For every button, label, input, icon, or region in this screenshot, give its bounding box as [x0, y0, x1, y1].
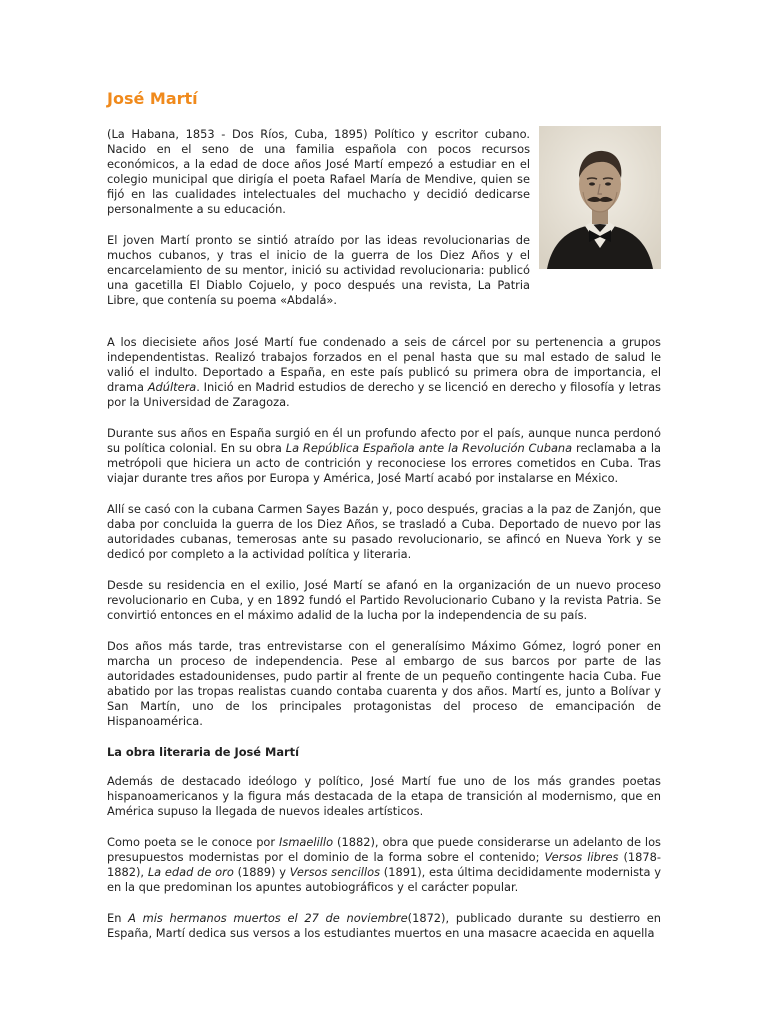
paragraph-poetry: Como poeta se le conoce por Ismaelillo (1882), obra que puede considerarse un adelanto de los presupuestos modernistas por el dominio de la forma sobre el contenido; Versos libres (1878-1882), La edad de oro (1889) y Versos sencillos (1891), esta última decididamente modernista y en la que predominan los apuntes autobiográficos y el carácter popular. — [107, 835, 661, 894]
work-title: A mis hermanos muertos el 27 de noviembre — [128, 911, 408, 925]
paragraph-independence: Dos años más tarde, tras entrevistarse con el generalísimo Máximo Gómez, logró poner en marcha un proceso de independencia. Pese al embargo de sus barcos por parte de las autoridades estadounidenses, pudo partir al frente de un pequeño contingente hacia Cuba. Fue abatido por las tropas realistas cuando contaba cuarenta y dos años. Martí es, junto a Bolívar y San Martín, uno de los principales protagonistas del proceso de emancipación de Hispanoamérica. — [107, 639, 661, 728]
paragraph-marriage: Allí se casó con la cubana Carmen Sayes Bazán y, poco después, gracias a la paz de Zanjón, que daba por concluida la guerra de los Diez Años, se trasladó a Cuba. Deportado de nuevo por las autoridades cubanas, temerosas ante su pasado revolucionario, se afincó en Nueva York y se dedicó por completo a la actividad política y literaria. — [107, 502, 661, 561]
work-title: Versos sencillos — [289, 865, 380, 879]
paragraph-prison: A los diecisiete años José Martí fue condenado a seis de cárcel por su pertenencia a grupos independentistas. Realizó trabajos forzados en el penal hasta que su mal estado de salud le valió el indulto. Deportado a España, en este país publicó su primera obra de importancia, el drama Adúltera. Inició en Madrid estudios de derecho y se licenció en derecho y filosofía y letras por la Universidad de Zaragoza. — [107, 335, 661, 409]
paragraph-intro: (La Habana, 1853 - Dos Ríos, Cuba, 1895) Político y escritor cubano. Nacido en el seno de una familia española con pocos recursos económicos, a la edad de doce años José Martí empezó a estudiar en el colegio municipal que dirigía el poeta Rafael María de Mendive, quien se fijó en las cualidades intelectuales del muchacho y decidió dedicarse personalmente a su educación. — [107, 127, 530, 216]
paragraph-exile: Desde su residencia en el exilio, José Martí se afanó en la organización de un nuevo proceso revolucionario en Cuba, y en 1892 fundó el Partido Revolucionario Cubano y la revista Patria. Se convirtió entonces en el máximo adalid de la lucha por la independencia de su país. — [107, 578, 661, 622]
page-title: José Martí — [107, 89, 198, 108]
work-title: Adúltera — [147, 380, 197, 394]
work-title: Ismaelillo — [279, 835, 334, 849]
work-title: La edad de oro — [147, 865, 234, 879]
work-title: Versos libres — [544, 850, 619, 864]
section-heading-literary-work: La obra literaria de José Martí — [107, 745, 299, 759]
work-title: La República Española ante la Revolución Cubana — [285, 441, 573, 455]
paragraph-hermanos: En A mis hermanos muertos el 27 de noviembre(1872), publicado durante su destierro en España, Martí dedica sus versos a los estudiantes muertos en una masacre acaecida en aquella — [107, 911, 662, 940]
paragraph-spain: Durante sus años en España surgió en él un profundo afecto por el país, aunque nunca perdonó su política colonial. En su obra La República Española ante la Revolución Cubana reclamaba a la metrópoli que hiciera un acto de contrición y reconociese los errores cometidos en Cuba. Tras viajar durante tres años por Europa y América, José Martí acabó por instalarse en México. — [107, 426, 662, 485]
paragraph-early-activism: El joven Martí pronto se sintió atraído por las ideas revolucionarias de muchos cubanos, y tras el inicio de la guerra de los Diez Años y el encarcelamiento de su mentor, inició su actividad revolucionaria: publicó una gacetilla El Diablo Cojuelo, y poco después una revista, La Patria Libre, que contenía su poema «Abdalá». — [107, 233, 530, 307]
paragraph-literary-intro: Además de destacado ideólogo y político, José Martí fue uno de los más grandes poetas hispanoamericanos y la figura más destacada de la etapa de transición al modernismo, que en América supuso la llegada de nuevos ideales artísticos. — [107, 774, 661, 818]
article-body — [107, 127, 661, 957]
